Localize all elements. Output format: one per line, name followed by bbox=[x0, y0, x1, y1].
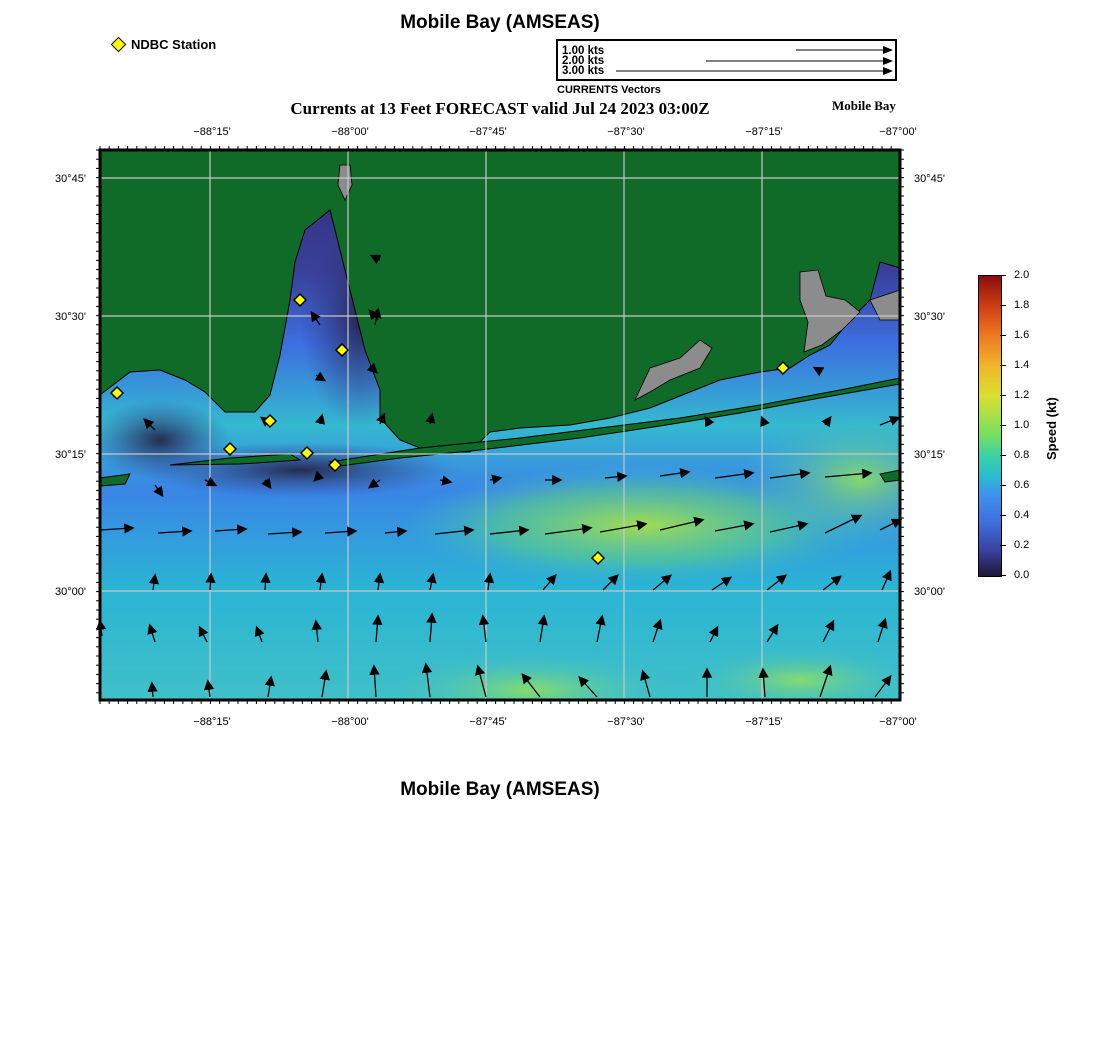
fast-current-zone bbox=[740, 410, 980, 550]
vector-key-caption: CURRENTS Vectors bbox=[557, 84, 661, 96]
colorbar-tick-label: 1.0 bbox=[1014, 419, 1030, 431]
colorbar-tick-label: 0.4 bbox=[1014, 509, 1030, 521]
colorbar-tick-label: 0.2 bbox=[1014, 539, 1030, 551]
map-field bbox=[90, 150, 980, 730]
lon-tick-label: −88°00' bbox=[331, 716, 369, 728]
lat-axis-left bbox=[55, 173, 86, 598]
lon-tick-label: −87°15' bbox=[745, 716, 783, 728]
lon-tick-label: −87°15' bbox=[745, 126, 783, 138]
lon-tick-label: −87°00' bbox=[879, 126, 917, 138]
colorbar-tick-label: 1.8 bbox=[1014, 299, 1030, 311]
lon-tick-label: −88°15' bbox=[193, 126, 231, 138]
station-legend-label: NDBC Station bbox=[131, 37, 217, 52]
fast-current-zone bbox=[680, 645, 920, 715]
lon-axis-bottom bbox=[193, 716, 916, 728]
lat-tick-label: 30°30' bbox=[914, 311, 945, 323]
lat-tick-label: 30°00' bbox=[55, 586, 86, 598]
lon-tick-label: −87°30' bbox=[607, 126, 645, 138]
colorbar-tick-label: 0.6 bbox=[1014, 479, 1030, 491]
region-label: Mobile Bay bbox=[832, 98, 896, 113]
speed-colorbar bbox=[978, 275, 1002, 577]
lat-axis-right bbox=[914, 173, 945, 598]
lon-tick-label: −87°30' bbox=[607, 716, 645, 728]
vector-key-row: 1.00 kts bbox=[562, 45, 605, 57]
colorbar-tick-label: 0.8 bbox=[1014, 449, 1030, 461]
colorbar-tick-label: 0.0 bbox=[1014, 569, 1030, 581]
vector-key-row: 3.00 kts bbox=[562, 65, 605, 77]
lon-tick-label: −88°15' bbox=[193, 716, 231, 728]
colorbar-tick-label: 1.6 bbox=[1014, 329, 1030, 341]
lon-tick-label: −87°00' bbox=[879, 716, 917, 728]
lon-tick-label: −88°00' bbox=[331, 126, 369, 138]
lat-tick-label: 30°45' bbox=[55, 173, 86, 185]
vector-key-row: 2.00 kts bbox=[562, 55, 605, 67]
bottom-title: Mobile Bay (AMSEAS) bbox=[400, 779, 600, 800]
lon-axis-top bbox=[193, 126, 916, 138]
colorbar-tick-label: 1.2 bbox=[1014, 389, 1030, 401]
lon-tick-label: −87°45' bbox=[469, 126, 507, 138]
lat-tick-label: 30°45' bbox=[914, 173, 945, 185]
slow-current-zone bbox=[90, 400, 230, 480]
forecast-subtitle: Currents at 13 Feet FORECAST valid Jul 24 2023 03:00Z bbox=[290, 99, 710, 118]
colorbar-label: Speed (kt) bbox=[1044, 397, 1059, 460]
map-title: Mobile Bay (AMSEAS) bbox=[400, 12, 600, 33]
colorbar-tick-label: 2.0 bbox=[1014, 269, 1030, 281]
colorbar-tick-label: 1.4 bbox=[1014, 359, 1030, 371]
lat-tick-label: 30°30' bbox=[55, 311, 86, 323]
lat-tick-label: 30°00' bbox=[914, 586, 945, 598]
lat-tick-label: 30°15' bbox=[55, 449, 86, 461]
lat-tick-label: 30°15' bbox=[914, 449, 945, 461]
lon-tick-label: −87°45' bbox=[469, 716, 507, 728]
